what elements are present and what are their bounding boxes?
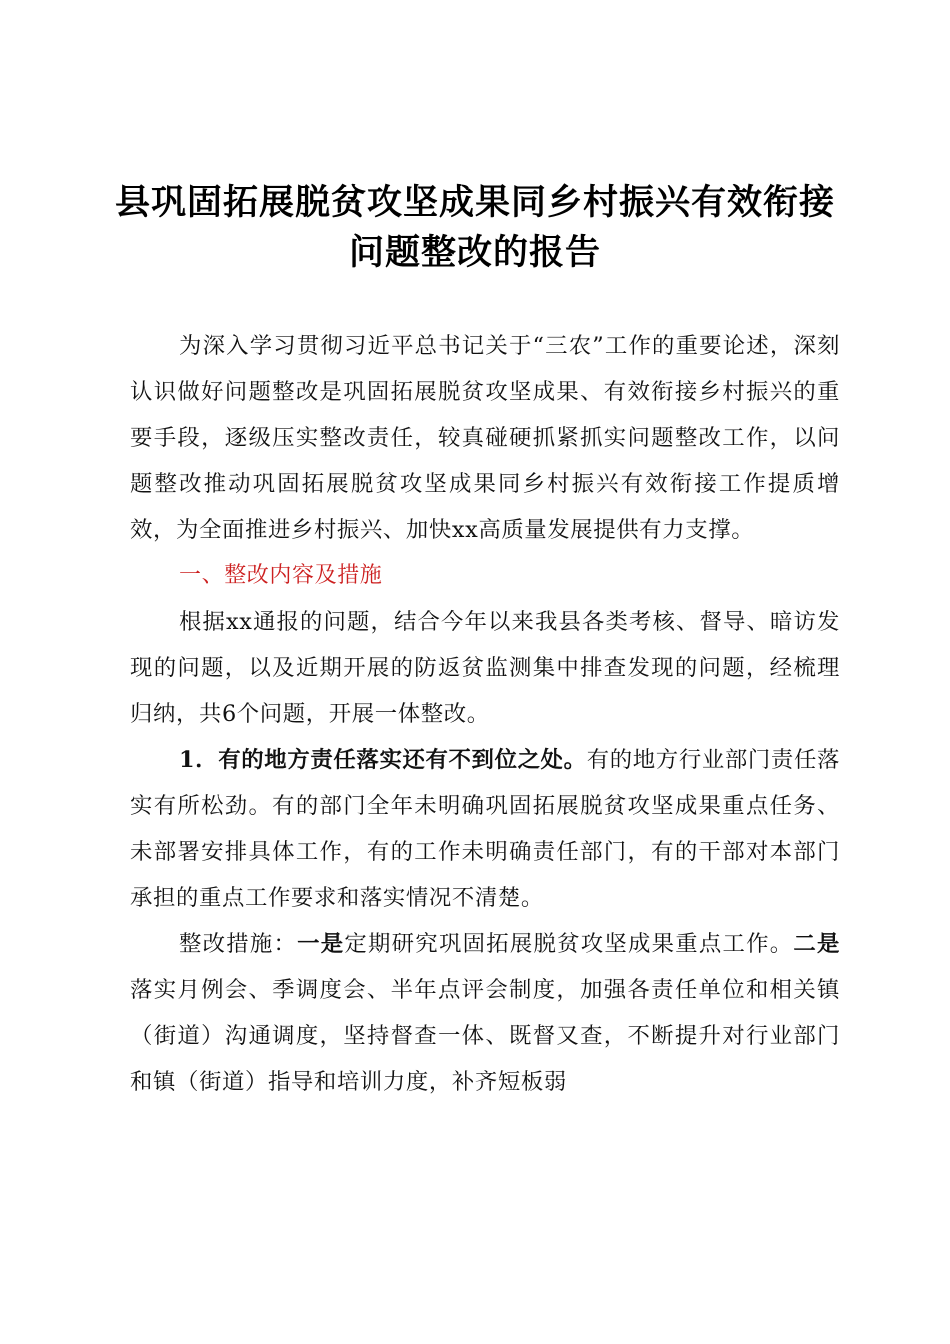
issue-item-1-title: 1．有的地方责任落实还有不到位之处。 [179, 747, 587, 773]
issue-item-1 [130, 737, 840, 921]
measure-2-label: 二是 [793, 931, 841, 957]
measure-1-label: 一是 [297, 931, 345, 957]
section-heading: 一、整改内容及措施 [179, 563, 383, 588]
measures-paragraph [130, 921, 840, 1105]
section-paragraph: 根据xx通报的问题，结合今年以来我县各类考核、督导、暗访发现的问题，以及近期开展的防返贫监测集中排查发现的问题，经梳理归纳，共6个问题，开展一体整改。 [130, 609, 840, 727]
document-body [130, 323, 840, 1105]
measure-1-text: 定期研究巩固拓展脱贫攻坚成果重点工作。 [344, 931, 794, 957]
issue-item-1-text: 有的地方行业部门责任落实有所松劲。有的部门全年未明确巩固拓展脱贫攻坚成果重点任务、未部署安排具体工作，有的工作未明确责任部门，有的干部对本部门承担的重点工作要求和落实情况不清楚。 [130, 747, 840, 911]
measures-lead: 整改措施： [179, 931, 298, 957]
document-title-line-1: 县巩固拓展脱贫攻坚成果同乡村振兴有效衔接 [114, 183, 835, 223]
document-title-line-2: 问题整改的报告 [348, 233, 601, 273]
intro-paragraph: 为深入学习贯彻习近平总书记关于“三农”工作的重要论述，深刻认识做好问题整改是巩固拓展脱贫攻坚成果、有效衔接乡村振兴的重要手段，逐级压实整改责任，较真碰硬抓紧抓实问题整改工作，以问题整改推动巩固拓展脱贫攻坚成果同乡村振兴有效衔接工作提质增效，为全面推进乡村振兴、加快xx高质量发展提供有力支撑。 [130, 333, 840, 543]
measure-2-text: 落实月例会、季调度会、半年点评会制度，加强各责任单位和相关镇（街道）沟通调度，坚持督查一体、既督又查，不断提升对行业部门和镇（街道）指导和培训力度，补齐短板弱 [130, 977, 840, 1095]
